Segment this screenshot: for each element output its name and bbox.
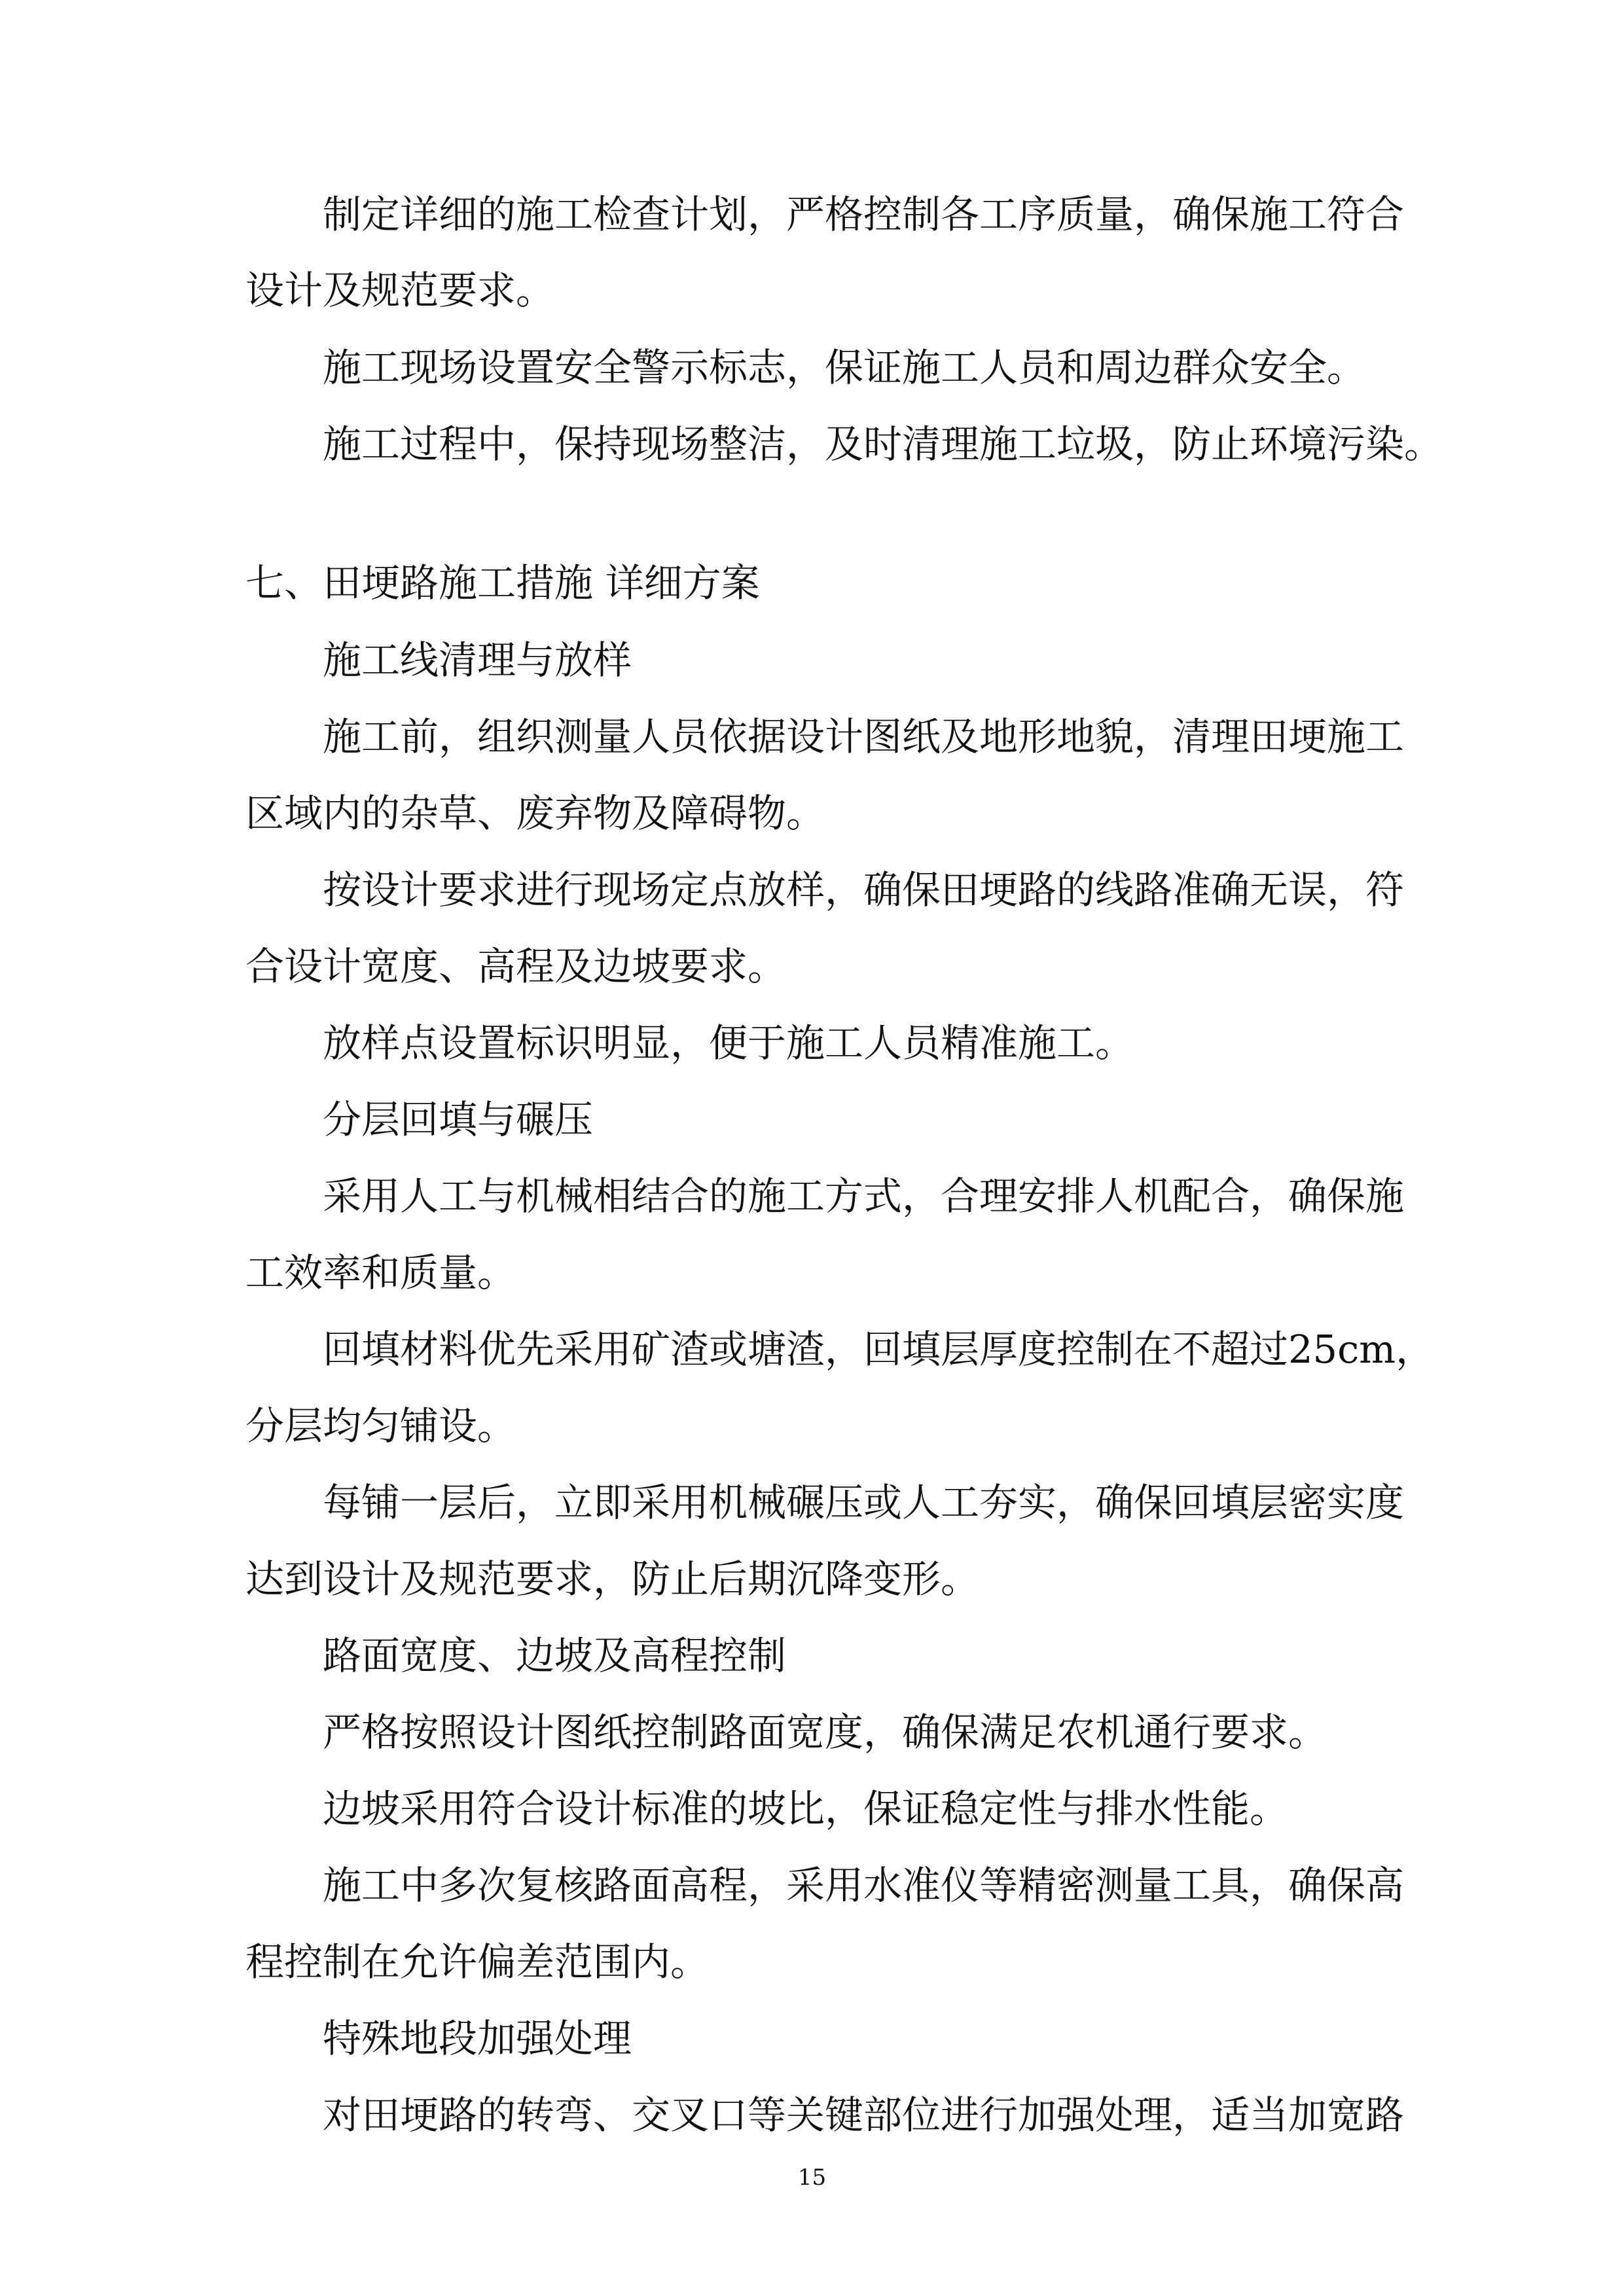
paragraph-line: 施工现场设置安全警示标志，保证施工人员和周边群众安全。 — [323, 345, 1366, 390]
paragraph-line: 施工前，组织测量人员依据设计图纸及地形地貌，清理田埂施工 — [323, 714, 1405, 759]
paragraph-line: 制定详细的施工检查计划，严格控制各工序质量，确保施工符合 — [323, 192, 1405, 237]
subsection-heading: 施工线清理与放样 — [323, 637, 632, 683]
paragraph-line: 设计及规范要求。 — [245, 268, 555, 313]
paragraph-line: 程控制在允许偏差范围内。 — [245, 1939, 710, 1984]
paragraph-line: 边坡采用符合设计标准的坡比，保证稳定性与排水性能。 — [323, 1786, 1289, 1831]
paragraph-line: 工效率和质量。 — [245, 1250, 516, 1295]
paragraph-line: 施工过程中，保持现场整洁，及时清理施工垃圾，防止环境污染。 — [323, 422, 1443, 467]
paragraph-line: 达到设计及规范要求，防止后期沉降变形。 — [245, 1556, 980, 1602]
paragraph-line: 区域内的杂草、废弃物及障碍物。 — [245, 791, 825, 836]
paragraph-line: 回填材料优先采用矿渣或塘渣，回填层厚度控制在不超过25cm， — [323, 1327, 1435, 1372]
paragraph-line: 分层均匀铺设。 — [245, 1403, 516, 1448]
subsection-heading: 特殊地段加强处理 — [323, 2016, 632, 2061]
paragraph-line: 每铺一层后，立即采用机械碾压或人工夯实，确保回填层密实度 — [323, 1480, 1405, 1525]
subsection-heading: 路面宽度、边坡及高程控制 — [323, 1633, 787, 1678]
paragraph-line: 合设计宽度、高程及边坡要求。 — [245, 944, 787, 989]
paragraph-line: 对田埂路的转弯、交叉口等关键部位进行加强处理，适当加宽路 — [323, 2092, 1405, 2138]
page-number: 15 — [797, 2164, 827, 2191]
paragraph-line: 放样点设置标识明显，便于施工人员精准施工。 — [323, 1020, 1134, 1066]
section-heading: 七、田埂路施工措施 详细方案 — [245, 560, 760, 605]
paragraph-line: 严格按照设计图纸控制路面宽度，确保满足农机通行要求。 — [323, 1710, 1327, 1755]
paragraph-line: 按设计要求进行现场定点放样，确保田埂路的线路准确无误，符 — [323, 867, 1405, 912]
paragraph-line: 施工中多次复核路面高程，采用水准仪等精密测量工具，确保高 — [323, 1863, 1405, 1908]
paragraph-line: 采用人工与机械相结合的施工方式，合理安排人机配合，确保施 — [323, 1174, 1405, 1219]
subsection-heading: 分层回填与碾压 — [323, 1097, 594, 1142]
